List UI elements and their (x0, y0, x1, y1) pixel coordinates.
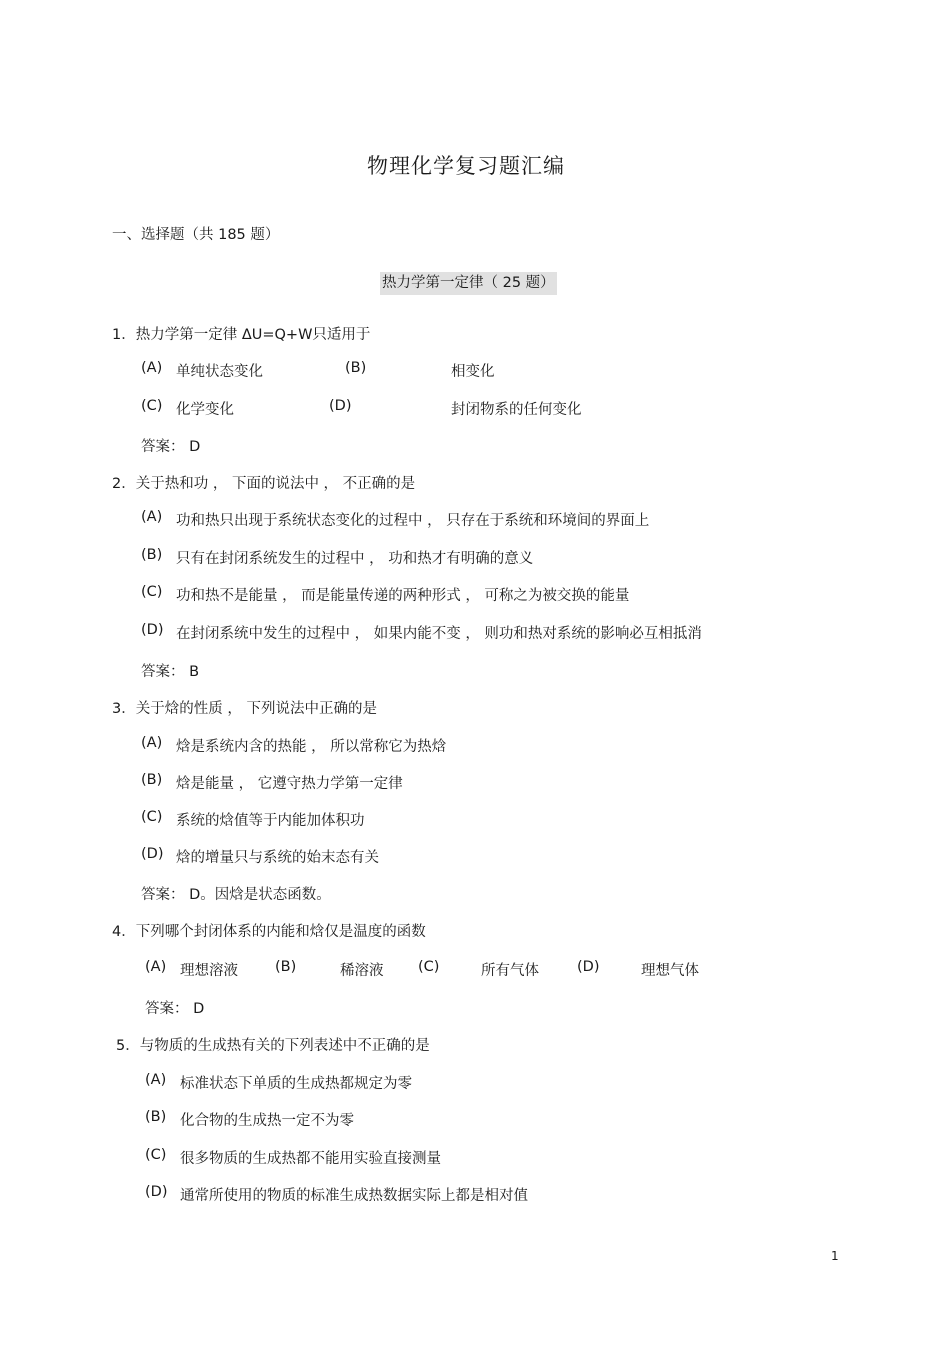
q1-option-a-text: 单纯状态变化 (176, 364, 263, 380)
q4-option-b-label: (B) (275, 959, 297, 975)
q2-option-a-text: 功和热只出现于系统状态变化的过程中 ， 只存在于系统和环境间的界面上 (176, 513, 650, 529)
q1-option-c-label: (C) (141, 398, 163, 414)
q3-option-b-label: (B) (141, 772, 163, 788)
q2-option-c-label: (C) (141, 584, 163, 600)
q2-option-b-label: (B) (141, 547, 163, 563)
q1-option-a-label: (A) (141, 360, 163, 376)
q1-option-b-label: (B) (345, 360, 367, 376)
q1-option-b-text: 相变化 (451, 364, 495, 380)
q2-option-d-text: 在封闭系统中发生的过程中 ， 如果内能不变 ， 则功和热对系统的影响必互相抵消 (176, 626, 702, 642)
section-heading: 一、选择题（共 185 题） (112, 227, 280, 243)
q5-option-a-text: 标准状态下单质的生成热都规定为零 (180, 1076, 412, 1092)
q2-answer: 答案： B (141, 664, 200, 680)
q5-option-b-text: 化合物的生成热一定不为零 (180, 1113, 354, 1129)
q3-option-a-text: 焓是系统内含的热能 ， 所以常称它为热焓 (176, 739, 447, 755)
q3-answer: 答案： D。因焓是状态函数。 (141, 887, 331, 903)
q1-option-c-text: 化学变化 (176, 402, 234, 418)
q5-option-d-text: 通常所使用的物质的标准生成热数据实际上都是相对值 (180, 1188, 528, 1204)
q3-option-d-text: 焓的增量只与系统的始末态有关 (176, 850, 379, 866)
q3-option-a-label: (A) (141, 735, 163, 751)
q4-option-c-text: 所有气体 (481, 963, 539, 979)
q4-option-d-label: (D) (577, 959, 600, 975)
q5-option-c-text: 很多物质的生成热都不能用实验直接测量 (180, 1151, 441, 1167)
q5-option-a-label: (A) (145, 1072, 167, 1088)
q4-option-d-text: 理想气体 (641, 963, 699, 979)
q2-option-c-text: 功和热不是能量 ， 而是能量传递的两种形式 ， 可称之为被交换的能量 (176, 588, 630, 604)
q1-answer: 答案： D (141, 439, 201, 455)
q5-option-c-label: (C) (145, 1147, 167, 1163)
q1-option-d-label: (D) (329, 398, 352, 414)
q2-option-a-label: (A) (141, 509, 163, 525)
question-1-stem: 1．热力学第一定律 ΔU=Q+W只适用于 (112, 327, 371, 343)
q3-option-d-label: (D) (141, 846, 164, 862)
q2-option-b-text: 只有在封闭系统发生的过程中 ， 功和热才有明确的意义 (176, 551, 534, 567)
q4-option-a-text: 理想溶液 (180, 963, 238, 979)
q4-answer: 答案： D (145, 1001, 205, 1017)
q5-option-b-label: (B) (145, 1109, 167, 1125)
question-5-stem: 5．与物质的生成热有关的下列表述中不正确的是 (116, 1038, 430, 1054)
question-3-stem: 3．关于焓的性质 ， 下列说法中正确的是 (112, 701, 377, 717)
q3-option-b-text: 焓是能量 ， 它遵守热力学第一定律 (176, 776, 403, 792)
q3-option-c-text: 系统的焓值等于内能加体积功 (176, 813, 365, 829)
question-4-stem: 4．下列哪个封闭体系的内能和焓仅是温度的函数 (112, 924, 426, 940)
q4-option-c-label: (C) (418, 959, 440, 975)
q4-option-b-text: 稀溶液 (340, 963, 384, 979)
q5-option-d-label: (D) (145, 1184, 168, 1200)
q1-option-d-text: 封闭物系的任何变化 (451, 402, 582, 418)
question-2-stem: 2．关于热和功 ， 下面的说法中 ， 不正确的是 (112, 476, 416, 492)
page-title: 物理化学复习题汇编 (367, 154, 565, 178)
q4-option-a-label: (A) (145, 959, 167, 975)
q3-option-c-label: (C) (141, 809, 163, 825)
page-number: 1 (831, 1249, 839, 1263)
q2-option-d-label: (D) (141, 622, 164, 638)
chapter-heading: 热力学第一定律（ 25 题） (380, 272, 557, 295)
